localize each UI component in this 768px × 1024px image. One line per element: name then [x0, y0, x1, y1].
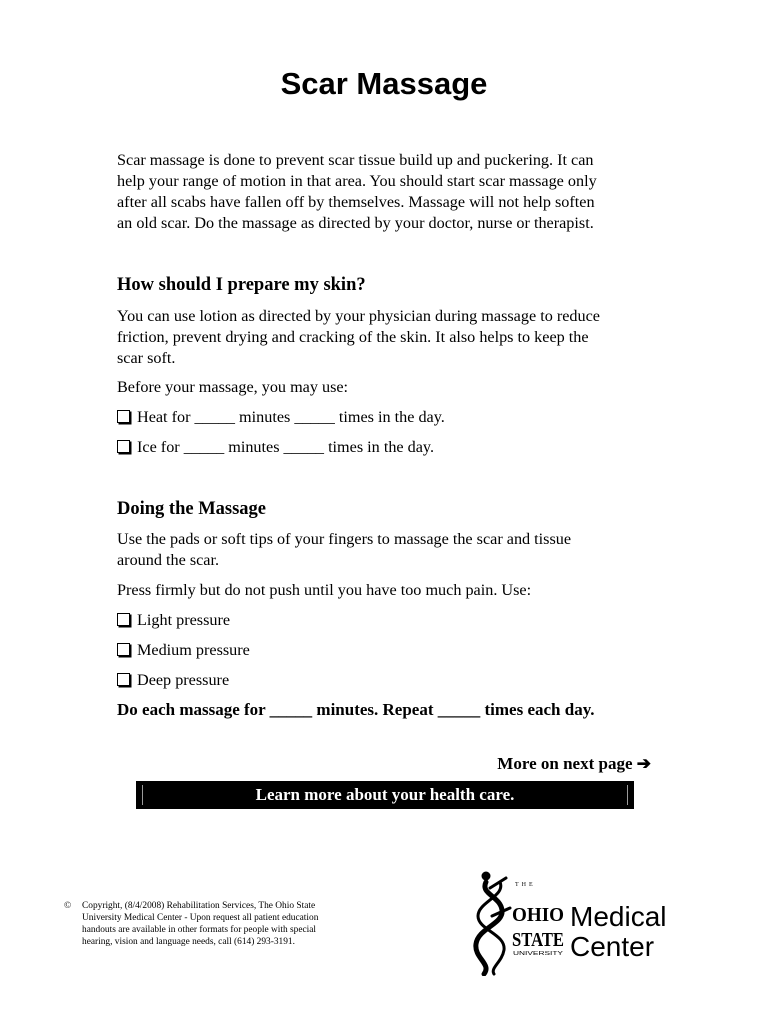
intro-line: an old scar. Do the massage as directed by your doctor, nurse or therapist.: [117, 214, 594, 232]
copyright-line: Copyright, (8/4/2008) Rehabilitation Services, The Ohio State: [82, 901, 316, 911]
checkbox[interactable]: [117, 643, 130, 656]
intro-line: help your range of motion in that area. You should start scar massage only: [117, 172, 597, 190]
logo-university: UNIVERSITY: [513, 951, 564, 957]
deep-pressure-label: Deep pressure: [137, 671, 230, 689]
checkbox[interactable]: [117, 440, 130, 453]
massage-line: around the scar.: [117, 551, 220, 569]
prepare-line: scar soft.: [117, 349, 176, 367]
intro-line: Scar massage is done to prevent scar tissue build up and puckering. It can: [117, 151, 594, 169]
checkbox[interactable]: [117, 410, 130, 423]
prepare-paragraph: [117, 306, 657, 369]
light-pressure-label: Light pressure: [137, 611, 231, 629]
banner-divider: [142, 785, 143, 805]
before-massage-text: Before your massage, you may use:: [117, 378, 349, 396]
dna-figure-icon: [476, 872, 510, 975]
prepare-line: friction, prevent drying and cracking of the skin. It also helps to keep the: [117, 328, 589, 346]
osu-medical-center-logo: [466, 866, 680, 976]
ice-option-label: Ice for _____ minutes _____ times in the day.: [137, 438, 435, 456]
medium-pressure-option[interactable]: [117, 640, 250, 661]
banner-text: Learn more about your health care.: [255, 785, 515, 804]
heat-option[interactable]: [117, 407, 445, 428]
massage-paragraph: [117, 529, 657, 571]
heat-option-label: Heat for _____ minutes _____ times in the day.: [137, 408, 445, 426]
prepare-heading: How should I prepare my skin?: [117, 275, 366, 295]
logo-the: THE: [515, 882, 536, 888]
massage-heading: Doing the Massage: [117, 499, 267, 519]
massage-line: Use the pads or soft tips of your fingers to massage the scar and tissue: [117, 530, 572, 548]
banner-divider: [627, 785, 628, 805]
copyright-notice: [64, 900, 354, 948]
copyright-line: University Medical Center - Upon request all patient education: [82, 913, 319, 923]
prepare-line: You can use lotion as directed by your physician during massage to reduce: [117, 307, 600, 325]
logo-ohio: OHIO: [512, 904, 564, 926]
copyright-line: hearing, vision and language needs, call (614) 293-3191.: [82, 937, 295, 947]
light-pressure-option[interactable]: [117, 610, 230, 631]
checkbox[interactable]: [117, 613, 130, 626]
press-text: Press firmly but do not push until you have too much pain. Use:: [117, 581, 532, 599]
logo-state: STATE: [512, 929, 564, 951]
checkbox[interactable]: [117, 673, 130, 686]
ice-option[interactable]: [117, 437, 434, 458]
massage-instruction: Do each massage for _____ minutes. Repeat _____ times each day.: [117, 700, 595, 719]
copyright-line: handouts are available in other formats for people with special: [82, 925, 317, 935]
deep-pressure-option[interactable]: [117, 670, 229, 691]
intro-line: after all scabs have fallen off by themselves. Massage will not help soften: [117, 193, 595, 211]
logo-center: Center: [570, 931, 655, 962]
page-title: Scar Massage: [280, 66, 488, 101]
copyright-symbol: ©: [64, 901, 72, 911]
next-page-link[interactable]: More on next page ➔: [497, 754, 651, 773]
health-care-banner[interactable]: [136, 781, 634, 809]
medium-pressure-label: Medium pressure: [137, 641, 250, 659]
intro-paragraph: [117, 150, 657, 234]
logo-medical: Medical: [570, 901, 667, 932]
